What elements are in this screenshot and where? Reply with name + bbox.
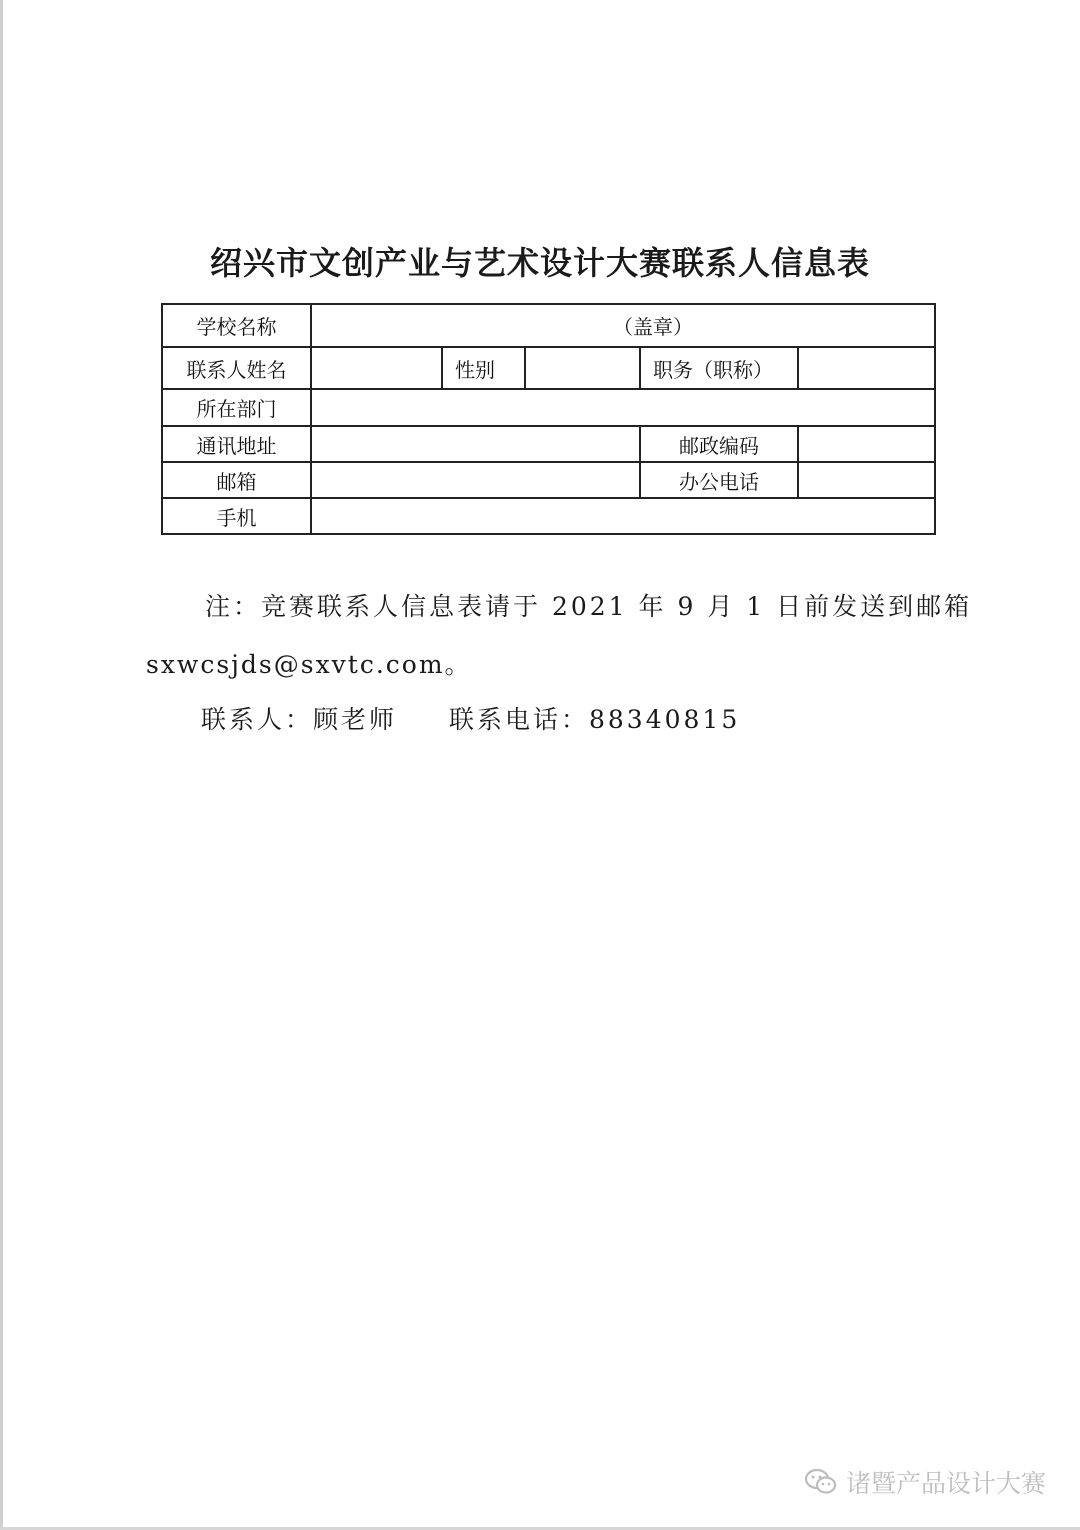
- gender-label: 性别: [442, 347, 525, 389]
- position-field[interactable]: [798, 347, 935, 389]
- mobile-field[interactable]: [311, 498, 935, 534]
- wechat-icon: [804, 1467, 838, 1497]
- contact-name-label: 联系人姓名: [162, 347, 311, 389]
- table-row: [162, 347, 935, 389]
- source-watermark: [804, 1464, 1046, 1500]
- office-phone-field[interactable]: [798, 462, 935, 498]
- page-edge-left: [0, 0, 3, 1530]
- postcode-field[interactable]: [798, 426, 935, 462]
- table-row: [162, 498, 935, 534]
- table-row: [162, 389, 935, 426]
- seal-hint: （盖章）: [613, 315, 694, 339]
- watermark-text: 诸暨产品设计大赛: [845, 1469, 1046, 1498]
- note-contact-person: 联系人：顾老师: [201, 705, 398, 734]
- table-row: [162, 304, 935, 347]
- table-row: [162, 426, 935, 462]
- department-label: 所在部门: [162, 389, 311, 426]
- address-label: 通讯地址: [162, 426, 311, 462]
- note-email: sxwcsjds@sxvtc.com。: [146, 650, 472, 679]
- email-field[interactable]: [311, 462, 640, 498]
- school-name-label: 学校名称: [162, 304, 311, 347]
- contact-info-table: [161, 303, 936, 535]
- department-field[interactable]: [311, 389, 935, 426]
- contact-name-field[interactable]: [311, 347, 442, 389]
- school-name-field[interactable]: [311, 304, 935, 347]
- note-line-1: 注：竞赛联系人信息表请于 2021 年 9 月 1 日前发送到邮箱: [205, 592, 973, 621]
- mobile-label: 手机: [162, 498, 311, 534]
- email-label: 邮箱: [162, 462, 311, 498]
- postcode-label: 邮政编码: [640, 426, 798, 462]
- page-title: 绍兴市文创产业与艺术设计大赛联系人信息表: [209, 244, 870, 282]
- position-label: 职务（职称）: [640, 347, 798, 389]
- note-contact-phone: 联系电话：88340815: [449, 705, 741, 734]
- table-row: [162, 462, 935, 498]
- gender-field[interactable]: [525, 347, 640, 389]
- office-phone-label: 办公电话: [640, 462, 798, 498]
- address-field[interactable]: [311, 426, 640, 462]
